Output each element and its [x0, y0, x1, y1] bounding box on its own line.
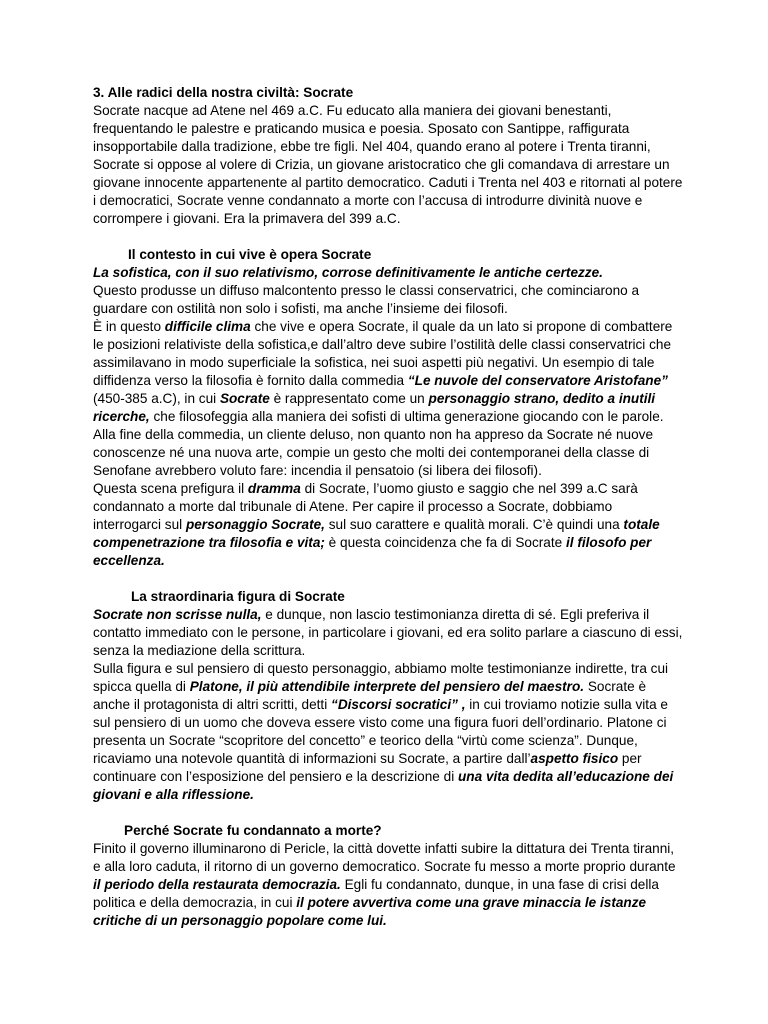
emphasis: personaggio strano, dedito a inutili ricerche, [93, 391, 656, 424]
text-run: sul suo carattere e qualità morali. C’è quindi una [324, 517, 624, 532]
text-run: Egli fu condannato, dunque, in una fase di crisi della politica e della democrazia, in cui [93, 877, 659, 910]
intro-paragraph: Socrate nacque ad Atene nel 469 a.C. Fu educato alla maniera dei giovani benestanti, frequentando le palestre e praticando musica e poesia. Sposato con Santippe, raffigurata insopportabile dalla tradizione, ebbe tre figli. Nel 404, quando erano al potere i Trenta tiranni, Socrate si oppose al volere di Crizia, un giovane aristocratico che gli comandava di arrestare un giovane innocente appartenente al partito democratico. Caduti i Trenta nel 403 e ritornati al potere i democratici, Socrate venne condannato a morte con l’accusa di introdurre divinità nuove e corrompere i giovani. Era la primavera del 399 a.C. [93, 103, 683, 226]
paragraph-difficile-clima [93, 318, 683, 426]
text-run: è questa coincidenza che fa di Socrate [324, 535, 566, 550]
subheading-contesto: Il contesto in cui vive è opera Socrate [128, 247, 372, 262]
subheading-figura: La straordinaria figura di Socrate [131, 589, 345, 604]
emphasis: aspetto fisico [530, 751, 619, 766]
text-run: (450-385 a.C), in cui [93, 391, 220, 406]
paragraph-fine-commedia: Alla fine della commedia, un cliente deluso, non quanto non ha appreso da Socrate né nuove conoscenze né una nuova arte, compie un gesto che molti dei contemporanei della classe di Senofane avrebbero voluto fare: incendia il pensatoio (si libera dei filosofi). [93, 427, 653, 478]
text-run: è rappresentato come un [269, 391, 429, 406]
spacer [93, 570, 683, 588]
emphasis: Socrate non scrisse nulla, [93, 607, 262, 622]
text-run: Questa scena prefigura il [93, 481, 248, 496]
document-page [93, 84, 683, 930]
text-run: per continuare con l’esposizione del pensiero e la descrizione di [93, 751, 642, 784]
section-heading-socrate: 3. Alle radici della nostra civiltà: Socrate [93, 85, 354, 100]
emphasis: il potere avvertiva come una grave minaccia le istanze critiche di un personaggio popolare come lui. [93, 895, 647, 928]
text-run: Finito il governo illuminarono di Pericle, la città dovette infatti subire la dittatura dei Trenta tiranni, e alla loro caduta, il ritorno di un governo democratico. Socrate fu messo a morte proprio durante [93, 841, 676, 874]
emphasis: una vita dedita all’educazione dei giovani e alla riflessione. [93, 769, 674, 802]
text-run: Sulla figura e sul pensiero di questo personaggio, abbiamo molte testimonianze indirette, tra cui spicca quella di [93, 661, 669, 694]
spacer [93, 804, 683, 822]
emphasis: totale compenetrazione tra filosofia e vita; [93, 517, 660, 550]
emphasis: Socrate [219, 391, 270, 406]
text-run: È in questo [93, 319, 165, 334]
text-run: e dunque, non lascio testimonianza diretta di sé. Egli preferiva il contatto immediato con le persone, in particolare i giovani, ed era solito parlare a ciascuno di essi, senza la mediazione della scrittura. [93, 607, 683, 658]
text-run: in cui troviamo notizie sulla vita e sul pensiero di un uomo che doveva essere visto come una figura fuori dell’ordinario. Platone ci presenta un Socrate “scopritore del concetto” e teorico della “virtù come scienza”. Dunque, ricaviamo una notevole quantità di informazioni su Socrate, a partire dall’ [93, 697, 668, 766]
emphasis: dramma [247, 481, 301, 496]
text-run: di Socrate, l’uomo giusto e saggio che nel 399 a.C sarà condannato a morte dal tribunale di Atene. Per capire il processo a Socrate, dobbiamo interrogarci sul [93, 481, 638, 532]
spacer [93, 228, 683, 246]
emphasis: “Le nuvole del conservatore Aristofane” [407, 373, 668, 388]
emphasis: personaggio Socrate, [185, 517, 325, 532]
emphasis: difficile clima [164, 319, 251, 334]
paragraph-non-scrisse [93, 606, 683, 660]
emphasis: “Discorsi socratici” , [331, 697, 466, 712]
paragraph-malcontento: Questo produsse un diffuso malcontento presso le classi conservatrici, che cominciarono a guardare con ostilità non solo i sofisti, ma anche l’insieme dei filosofi. [93, 283, 640, 316]
emphasis: il periodo della restaurata democrazia. [93, 877, 341, 892]
paragraph-dramma [93, 480, 683, 570]
emphasis: il filosofo per eccellenza. [93, 535, 652, 568]
text-run: che vive e opera Socrate, il quale da un lato si propone di combattere le posizioni relativiste della sofistica,e dall’altro deve subire l’ostilità delle classi conservatrici che assimilavano in modo superficiale la sofistica, nei suoi aspetti più negativi. Un esempio di tale diffidenza verso la filosofia è fornito dalla commedia [93, 319, 673, 388]
lead-sofistica: La sofistica, con il suo relativismo, corrose definitivamente le antiche certezze. [93, 265, 603, 280]
text-run: che filosofeggia alla maniera dei sofisti di ultima generazione giocando con le parole. [149, 409, 664, 424]
text-run: Socrate è anche il protagonista di altri scritti, detti [93, 679, 647, 712]
paragraph-testimonianze [93, 660, 683, 804]
paragraph-condanna [93, 840, 683, 930]
emphasis: Platone, il più attendibile interprete del pensiero del maestro. [189, 679, 585, 694]
subheading-condanna: Perché Socrate fu condannato a morte? [124, 823, 382, 838]
